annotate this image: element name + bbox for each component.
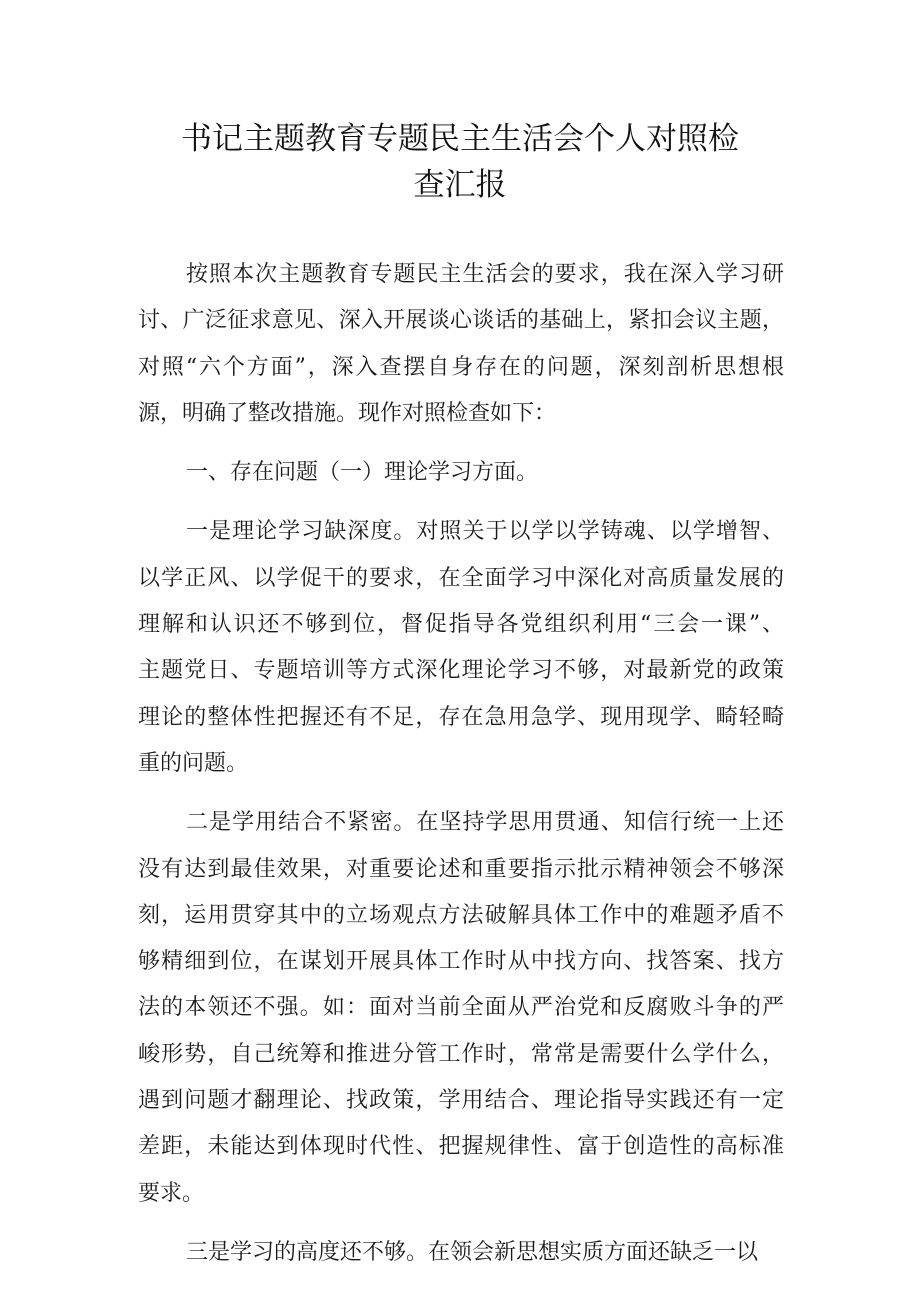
text-line: 以学正风、以学促干的要求，在全面学习中深化对高质量发展的 — [138, 565, 784, 591]
text-line: 差距，未能达到体现时代性、把握规律性、富于创造性的高标准 — [138, 1134, 784, 1160]
text-line: 按照本次主题教育专题民主生活会的要求，我在深入学习研 — [186, 262, 784, 287]
text-line: 一、存在问题（一）理论学习方面。 — [186, 460, 539, 486]
text-line: 对照“六个方面”，深入查摆自身存在的问题，深刻剖析思想根 — [138, 354, 784, 380]
document-body — [138, 252, 784, 1289]
text-line: 讨、广泛征求意见、深入开展谈心谈话的基础上，紧扣会议主题， — [138, 308, 784, 334]
paragraph-intro — [138, 252, 784, 437]
text-line: 理解和认识还不够到位，督促指导各党组织利用“三会一课”、 — [138, 612, 784, 638]
paragraph-point-two — [138, 800, 784, 1217]
title-line: 查汇报 — [413, 167, 507, 203]
paragraph-point-one — [138, 509, 784, 787]
text-line: 主题党日、专题培训等方式深化理论学习不够，对最新党的政策 — [138, 658, 784, 684]
text-line: 源，明确了整改措施。现作对照检查如下： — [138, 400, 557, 426]
title-line: 书记主题教育专题民主生活会个人对照检 — [181, 121, 739, 157]
text-line: 二是学用结合不紧密。在坚持学思用贯通、知信行统一上还 — [186, 810, 784, 836]
text-line: 法的本领还不强。如：面对当前全面从严治党和反腐败斗争的严 — [138, 995, 784, 1021]
paragraph-point-three — [138, 1230, 784, 1276]
text-line: 没有达到最佳效果，对重要论述和重要指示批示精神领会不够深 — [138, 856, 784, 882]
text-line: 遇到问题才翻理论、找政策，学用结合、理论指导实践还有一定 — [138, 1088, 784, 1114]
text-line: 要求。 — [138, 1180, 205, 1206]
text-line: 峻形势，自己统筹和推进分管工作时，常常是需要什么学什么， — [138, 1041, 784, 1067]
text-line: 理论的整体性把握还有不足，存在急用急学、现用现学、畸轻畸 — [138, 704, 784, 730]
text-line: 刻，运用贯穿其中的立场观点方法破解具体工作中的难题矛盾不 — [138, 902, 784, 928]
text-line: 一是理论学习缺深度。对照关于以学以学铸魂、以学增智、 — [186, 519, 784, 545]
text-line: 够精细到位，在谋划开展具体工作时从中找方向、找答案、找方 — [138, 949, 784, 975]
document-title — [140, 116, 780, 208]
text-line: 重的问题。 — [138, 750, 249, 776]
text-line: 三是学习的高度还不够。在领会新思想实质方面还缺乏一以 — [186, 1239, 759, 1265]
paragraph-section-heading — [138, 450, 784, 496]
